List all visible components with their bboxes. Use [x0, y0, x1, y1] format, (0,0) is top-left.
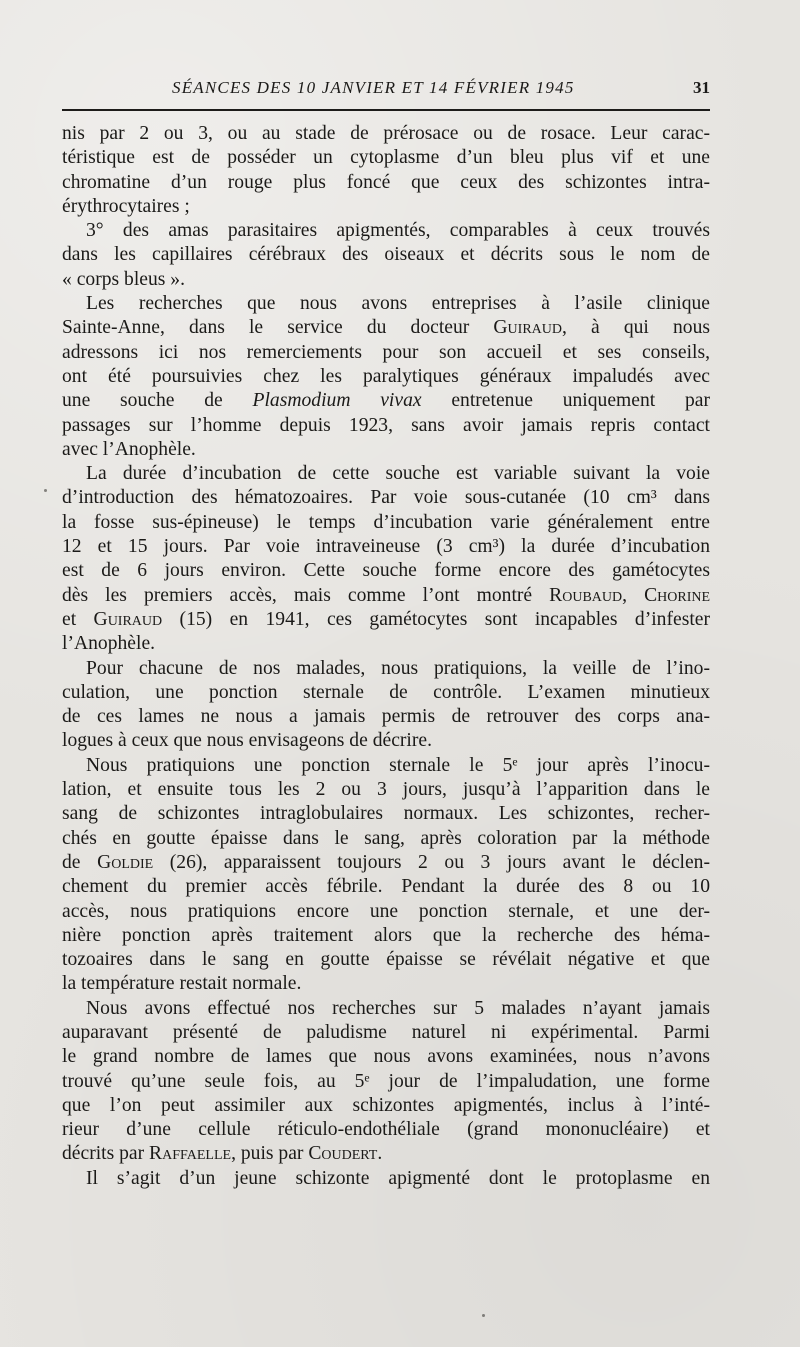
text-line: passages sur l’homme depuis 1923, sans avoir jamais repris contact [62, 414, 710, 436]
text-line: est de 6 jours environ. Cette souche forme encore des gamétocytes [62, 560, 710, 582]
header-rule [62, 109, 710, 111]
text-line: la température restait normale. [62, 973, 302, 995]
text-line: d’introduction des hématozoaires. Par voie sous-cutanée (10 cm³ dans [62, 487, 710, 509]
text-line: auparavant présenté de paludisme naturel ni expérimental. Parmi [62, 1021, 710, 1043]
text-line: Les recherches que nous avons entreprises à l’asile clinique [86, 293, 710, 315]
text-line: rieur d’une cellule réticulo-endothéliale (grand mononucléaire) et [62, 1119, 710, 1141]
text-line: chés en goutte épaisse dans le sang, après coloration par la méthode [62, 827, 710, 849]
text-line: « corps bleus ». [62, 268, 185, 290]
text-line: Nous pratiquions une ponction sternale le 5ᵉ jour après l’inocu- [86, 754, 710, 776]
text-line: érythrocytaires ; [62, 195, 190, 217]
author-name: Guiraud [493, 317, 562, 339]
text-line: La durée d’incubation de cette souche est variable suivant la voie [86, 463, 710, 485]
author-name: Coudert [308, 1143, 378, 1165]
body-text [62, 122, 710, 1191]
text-line: une souche de Plasmodium vivax entretenue uniquement par [62, 390, 710, 412]
text-line: que l’on peut assimiler aux schizontes apigmentés, inclus à l’inté- [62, 1094, 710, 1116]
text-line: accès, nous pratiquions encore une ponction sternale, et une der- [62, 900, 710, 922]
text-line: 3° des amas parasitaires apigmentés, comparables à ceux trouvés [86, 220, 710, 242]
text-line: Sainte-Anne, dans le service du docteur Guiraud, à qui nous [62, 317, 710, 339]
text-line: adressons ici nos remerciements pour son accueil et ses conseils, [62, 341, 710, 363]
running-title: SÉANCES DES 10 JANVIER ET 14 FÉVRIER 1945 [172, 78, 575, 97]
text-line: Il s’agit d’un jeune schizonte apigmenté dont le protoplasme en [86, 1167, 710, 1189]
text-line: culation, une ponction sternale de contrôle. L’examen minutieux [62, 681, 710, 703]
text-line: trouvé qu’une seule fois, au 5ᵉ jour de l’impaludation, une forme [62, 1070, 710, 1092]
text-line: l’Anophèle. [62, 633, 156, 655]
species-name: Plasmodium vivax [252, 390, 422, 412]
text-line: et Guiraud (15) en 1941, ces gamétocytes sont incapables d’infester [62, 608, 710, 630]
text-line: nière ponction après traitement alors que la recherche des héma- [62, 924, 710, 946]
page-header [60, 78, 710, 104]
text-line: de ces lames ne nous a jamais permis de retrouver des corps ana- [62, 706, 710, 728]
text-line: la fosse sus-épineuse) le temps d’incubation varie généralement entre [62, 511, 710, 533]
text-line: chement du premier accès fébrile. Pendant la durée des 8 ou 10 [62, 876, 710, 898]
text-line: ont été poursuivies chez les paralytiques généraux impaludés avec [62, 365, 710, 387]
text-line: lation, et ensuite tous les 2 ou 3 jours, jusqu’à l’apparition dans le [62, 779, 710, 801]
text-line: nis par 2 ou 3, ou au stade de prérosace ou de rosace. Leur carac- [62, 123, 710, 144]
text-line: Pour chacune de nos malades, nous pratiquions, la veille de l’ino- [86, 657, 710, 679]
text-line: logues à ceux que nous envisageons de décrire. [62, 730, 432, 752]
text-line: 12 et 15 jours. Par voie intraveineuse (3 cm³) la durée d’incubation [62, 536, 710, 558]
text-line: dès les premiers accès, mais comme l’ont montré Roubaud, Chorine [62, 584, 711, 606]
author-name: Chorine [644, 584, 711, 606]
text-line: téristique est de posséder un cytoplasme d’un bleu plus vif et une [62, 147, 710, 169]
author-name: Roubaud [549, 584, 623, 606]
text-line: de Goldie (26), apparaissent toujours 2 ou 3 jours avant le déclen- [62, 851, 710, 873]
author-name: Guiraud [93, 608, 163, 630]
page-number: 31 [693, 78, 710, 97]
text-line: tozoaires dans le sang en goutte épaisse se révélait négative et que [62, 949, 710, 971]
author-name: Goldie [97, 851, 154, 873]
text-line: sang de schizontes intraglobulaires normaux. Les schizontes, recher- [62, 803, 710, 825]
text-line: le grand nombre de lames que nous avons examinées, nous n’avons [62, 1046, 710, 1068]
text-line: décrits par Raffaelle, puis par Coudert. [62, 1143, 383, 1165]
author-name: Raffaelle [149, 1143, 232, 1165]
print-speck [482, 1314, 485, 1317]
text-line: Nous avons effectué nos recherches sur 5 malades n’ayant jamais [86, 997, 710, 1019]
text-line: chromatine d’un rouge plus foncé que ceux des schizontes intra- [62, 171, 710, 193]
print-speck [44, 489, 47, 492]
text-line: dans les capillaires cérébraux des oiseaux et décrits sous le nom de [62, 244, 710, 266]
text-line: avec l’Anophèle. [62, 438, 196, 460]
